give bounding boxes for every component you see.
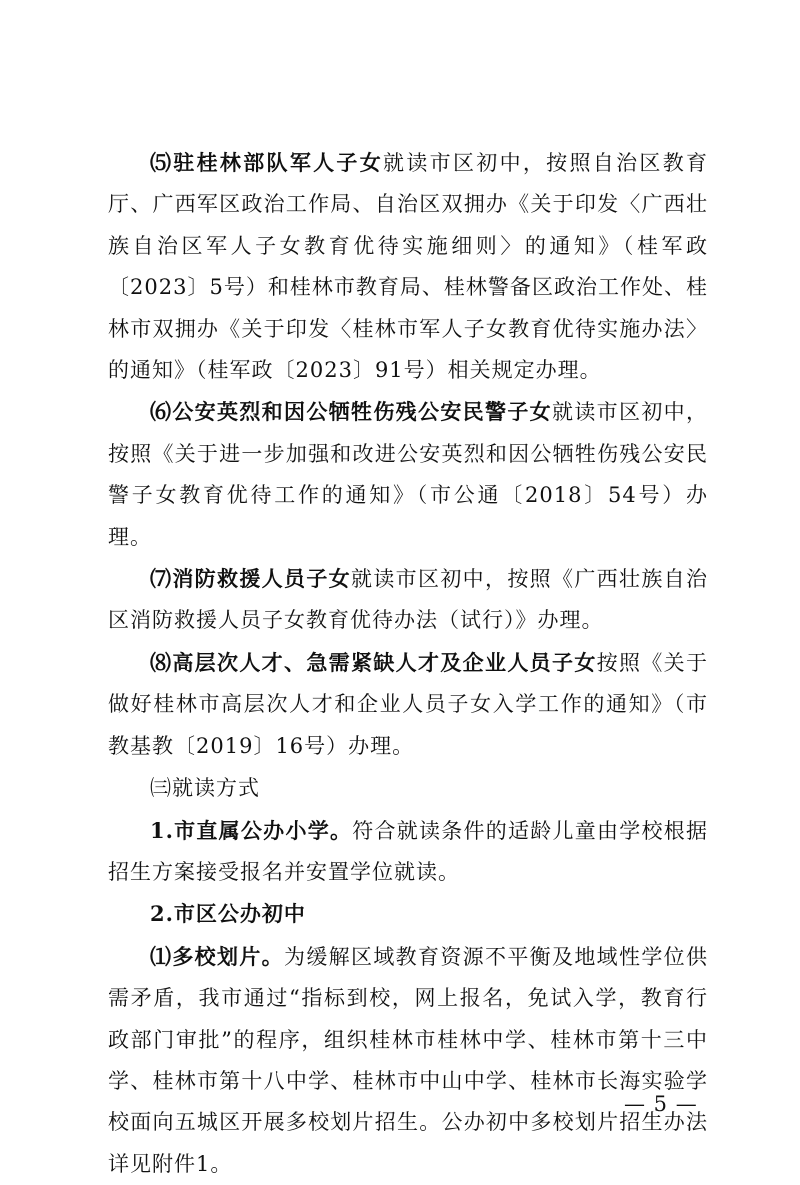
paragraph-heading: ⑸驻桂林部队军人子女	[150, 150, 384, 175]
subheading-city-junior-high	[108, 893, 708, 935]
paragraph-city-primary-schools	[108, 810, 708, 894]
paragraph-text: 就读市区初中，按照《广西壮族自治区消防救援人员子女教育优待办法（试行）》办理。	[108, 567, 708, 633]
paragraph-fire-rescue-children	[108, 558, 708, 642]
paragraph-heading: 2.市区公办初中	[150, 901, 306, 927]
body-text	[108, 142, 708, 1185]
page-number: — 5 —	[624, 1092, 698, 1116]
paragraph-heading: 1.市直属公办小学。	[150, 817, 353, 843]
paragraph-text: ㈢就读方式	[150, 776, 260, 801]
paragraph-heading: ⑺消防救援人员子女	[150, 566, 351, 592]
paragraph-police-children	[108, 391, 708, 558]
paragraph-text: 就读市区初中，按照自治区教育厅、广西军区政治工作局、自治区双拥办《关于印发〈广西壮族自治区军人子女教育优待实施细则〉的通知》（桂军政〔2023〕5号）和桂林市教育局、桂林警备区政治工作处、桂林市双拥办《关于印发〈桂林市军人子女教育优待实施办法〉的通知》（桂军政〔2023〕91号）相关规定办理。	[108, 151, 709, 383]
paragraph-heading: ⑴多校划片。	[150, 943, 284, 969]
paragraph-heading: ⑻高层次人才、急需紧缺人才及企业人员子女	[150, 649, 597, 675]
section-heading-enrollment-method	[108, 767, 708, 809]
paragraph-talent-children	[108, 642, 708, 767]
paragraph-text: 符合就读条件的适龄儿童由学校根据招生方案接受报名并安置学位就读。	[108, 818, 708, 884]
paragraph-heading: ⑹公安英烈和因公牺牲伤残公安民警子女	[150, 399, 552, 425]
paragraph-text: 按照《关于做好桂林市高层次人才和企业人员子女入学工作的通知》（市教基教〔2019〕16号）办理。	[108, 650, 709, 758]
paragraph-text: 就读市区初中，按照《关于进一步加强和改进公安英烈和因公牺牲伤残公安民警子女教育优待工作的通知》（市公通〔2018〕54号）办理。	[108, 400, 708, 549]
paragraph-multi-school-zoning	[108, 936, 708, 1185]
paragraph-military-children	[108, 142, 708, 391]
paragraph-text: 为缓解区域教育资源不平衡及地域性学位供需矛盾，我市通过“指标到校，网上报名，免试入学，教育行政部门审批”的程序，组织桂林市桂林中学、桂林市第十三中学、桂林市第十八中学、桂林市中山中学、桂林市长海实验学校面向五城区开展多校划片招生。公办初中多校划片招生办法详见附件1。	[108, 944, 708, 1176]
